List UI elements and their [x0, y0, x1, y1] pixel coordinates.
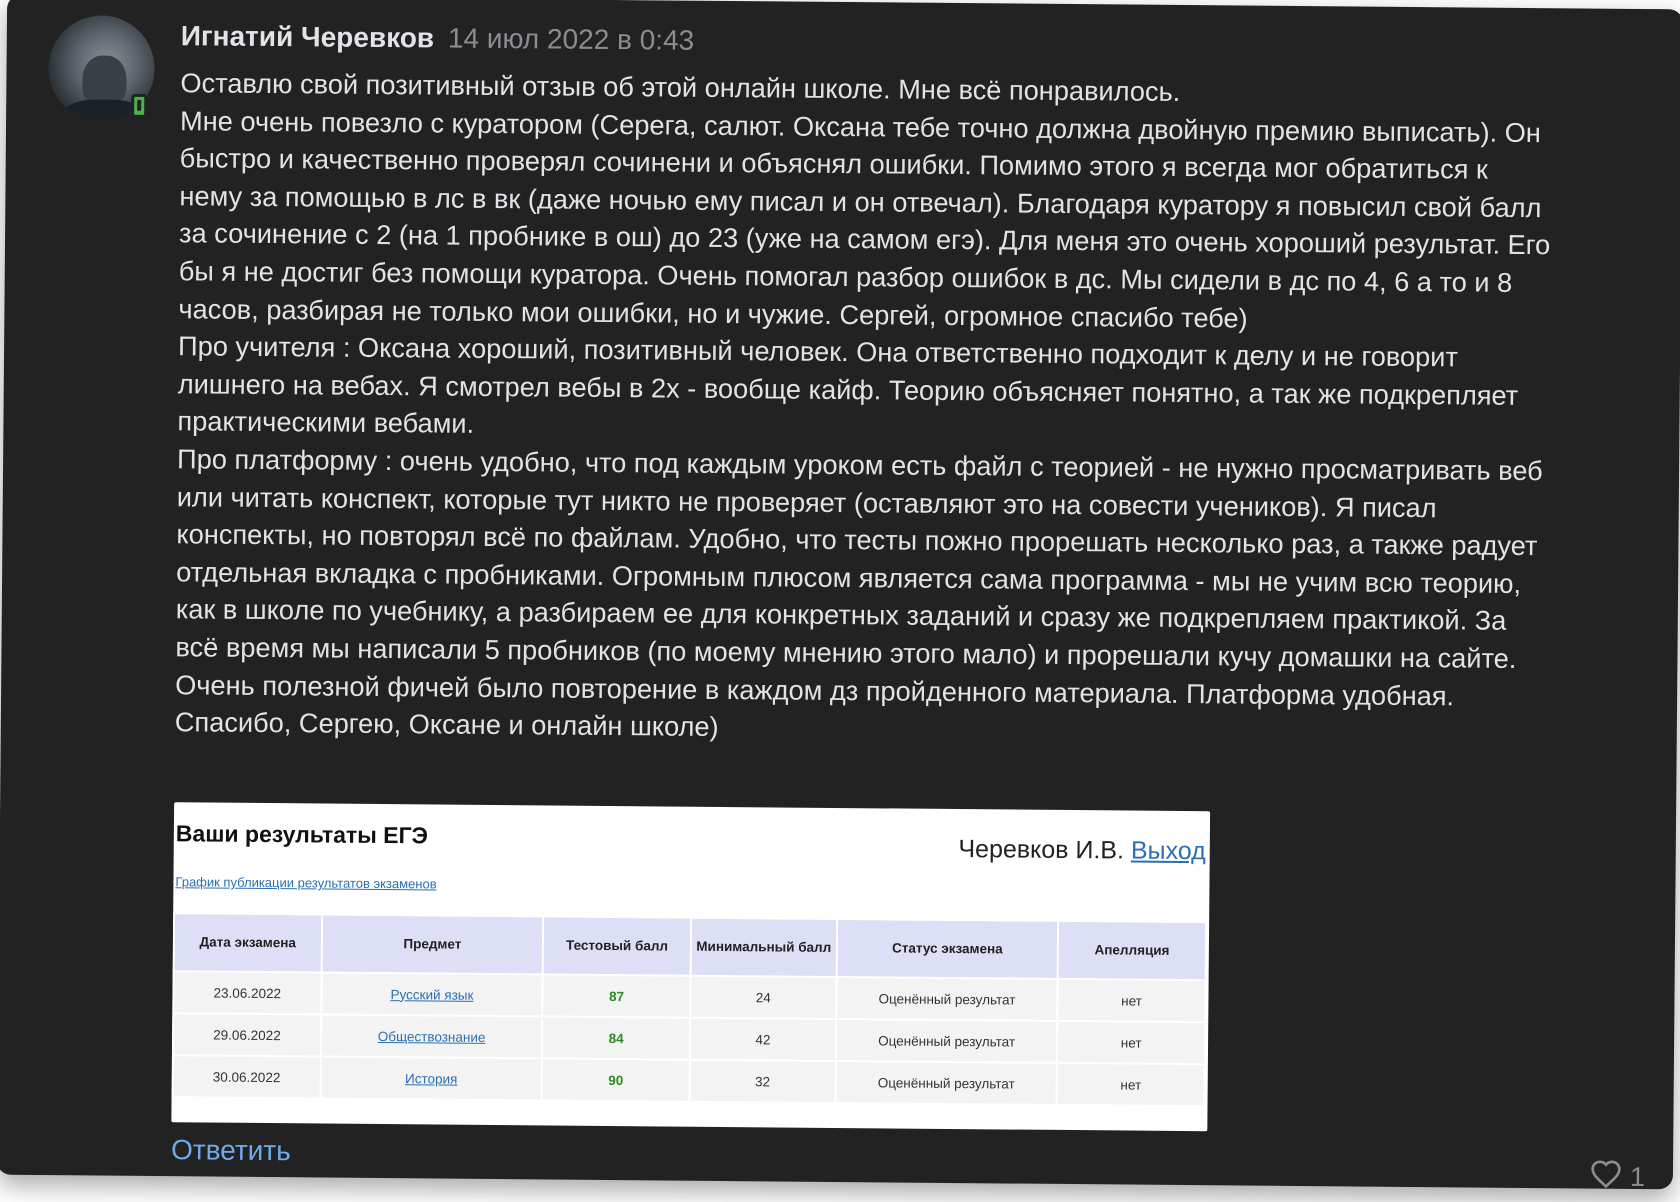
results-user-name: Черевков И.В.: [958, 835, 1125, 865]
cell-status: Оценённый результат: [836, 1019, 1058, 1063]
reply-button[interactable]: Ответить: [170, 1134, 291, 1167]
column-header-date: Дата экзамена: [174, 913, 322, 972]
cell-score: 90: [542, 1058, 690, 1101]
cell-min-score: 42: [690, 1018, 836, 1061]
results-title: Ваши результаты ЕГЭ: [175, 820, 429, 849]
schedule-link: График публикации результатов экзаменов: [175, 874, 437, 892]
cell-status: Оценённый результат: [836, 977, 1058, 1021]
comment-line: Оставлю свой позитивный отзыв об этой онлайн школе. Мне всё понравилось.: [180, 67, 1181, 107]
comment-line: Про учителя : Оксана хороший, позитивный человек. Она ответственно подходит к делу и не говорит: [177, 330, 1459, 373]
comment-line: Спасибо, Сергею, Оксане и онлайн школе): [174, 706, 719, 743]
comment-line: нему за помощью в лс в вк (даже ночью ему писал и он отвечал). Благодаря куратору я повысил свой балл: [179, 180, 1542, 223]
cell-min-score: 32: [690, 1060, 836, 1103]
subject-link: Обществознание: [377, 1028, 486, 1045]
attached-screenshot[interactable]: [171, 802, 1210, 1131]
cell-date: 29.06.2022: [173, 1013, 321, 1056]
cell-date: 23.06.2022: [173, 971, 321, 1014]
comment-line: или читать конспект, которые тут никто не проверяет (оставляют это на совести учеников). Я писал: [176, 480, 1437, 523]
comment-line: часов, разбирая не только мои ошибки, но и чужие. Сергей, огромное спасибо тебе): [178, 292, 1248, 334]
cell-appeal: нет: [1057, 979, 1205, 1022]
likes-count: 1: [1629, 1161, 1646, 1193]
heart-icon: [1590, 1159, 1622, 1196]
comment-text: [175, 64, 1651, 753]
table-row: [173, 1055, 1205, 1106]
comment-line: Очень полезной фичей было повторение в каждом дз пройденного материала. Платформа удобная.: [175, 668, 1455, 711]
cell-min-score: 24: [690, 976, 836, 1019]
subject-link: Русский язык: [390, 986, 474, 1003]
like-button[interactable]: [1590, 1159, 1645, 1196]
author-name[interactable]: Игнатий Черевков: [180, 20, 435, 54]
cell-subject: [321, 972, 543, 1016]
cell-subject: [321, 1014, 543, 1058]
comment-line: отдельная вкладка с пробниками. Огромным плюсом является сама программа - мы не учим всю теорию,: [176, 555, 1522, 599]
comment-line: бы я не достиг без помощи куратора. Очень помогал разбор ошибок в дс. Мы сидели в дс по 4, 6 а то и 8: [178, 255, 1513, 298]
comment-date[interactable]: 14 июл 2022 в 0:43: [447, 22, 695, 56]
comment-header: [181, 20, 695, 56]
results-table: [172, 912, 1208, 1107]
table-header-row: [174, 913, 1206, 980]
column-header-appeal: Апелляция: [1058, 921, 1206, 980]
comment-line: за сочинение с 2 (на 1 пробнике в ош) до 23 (уже на самом егэ). Для меня это очень хороший результат. Его: [178, 217, 1551, 261]
cell-score: 87: [543, 974, 691, 1017]
comment-line: практическими вебами.: [177, 405, 475, 440]
cell-date: 30.06.2022: [173, 1055, 321, 1098]
comment-line: всё время мы написали 5 пробников (по моему мнению этого мало) и прорешали кучу домашки на сайте.: [175, 631, 1517, 674]
cell-appeal: нет: [1057, 1063, 1205, 1106]
cell-status: Оценённый результат: [835, 1061, 1057, 1105]
comment-line: быстро и качественно проверял сочинени и объяснял ошибки. Помимо этого я всегда мог обратиться к: [179, 142, 1489, 185]
mobile-online-icon: [131, 94, 147, 118]
cell-score: 84: [542, 1016, 690, 1059]
column-header-subject: Предмет: [321, 914, 543, 974]
comment-line: как в школе по учебнику, а разбираем ее для конкретных заданий и сразу же подкрепляем практикой. За: [175, 593, 1507, 637]
cell-subject: [320, 1056, 542, 1100]
comment-line: конспекты, но повторял всё по файлам. Удобно, что тесты пожно прорешать несколько раз, а также радует: [176, 518, 1538, 562]
results-user: [958, 835, 1206, 866]
comment-line: Мне очень повезло с куратором (Серега, салют. Оксана тебе точно должна двойную премию выписать). Он: [179, 104, 1542, 148]
comment-line: Про платформу : очень удобно, что под каждым уроком есть файл с теорией - не нужно просматривать веб: [177, 443, 1543, 487]
column-header-min-score: Минимальный балл: [691, 918, 837, 977]
logout-link: Выход: [1130, 836, 1206, 866]
comment-line: лишнего на вебах. Я смотрел вебы в 2х - вообще кайф. Теорию объясняет понятно, а так же подкрепляет: [177, 367, 1519, 411]
cell-appeal: нет: [1057, 1021, 1205, 1064]
subject-link: История: [404, 1070, 458, 1087]
column-header-status: Статус экзамена: [836, 919, 1058, 979]
column-header-score: Тестовый балл: [543, 916, 691, 975]
